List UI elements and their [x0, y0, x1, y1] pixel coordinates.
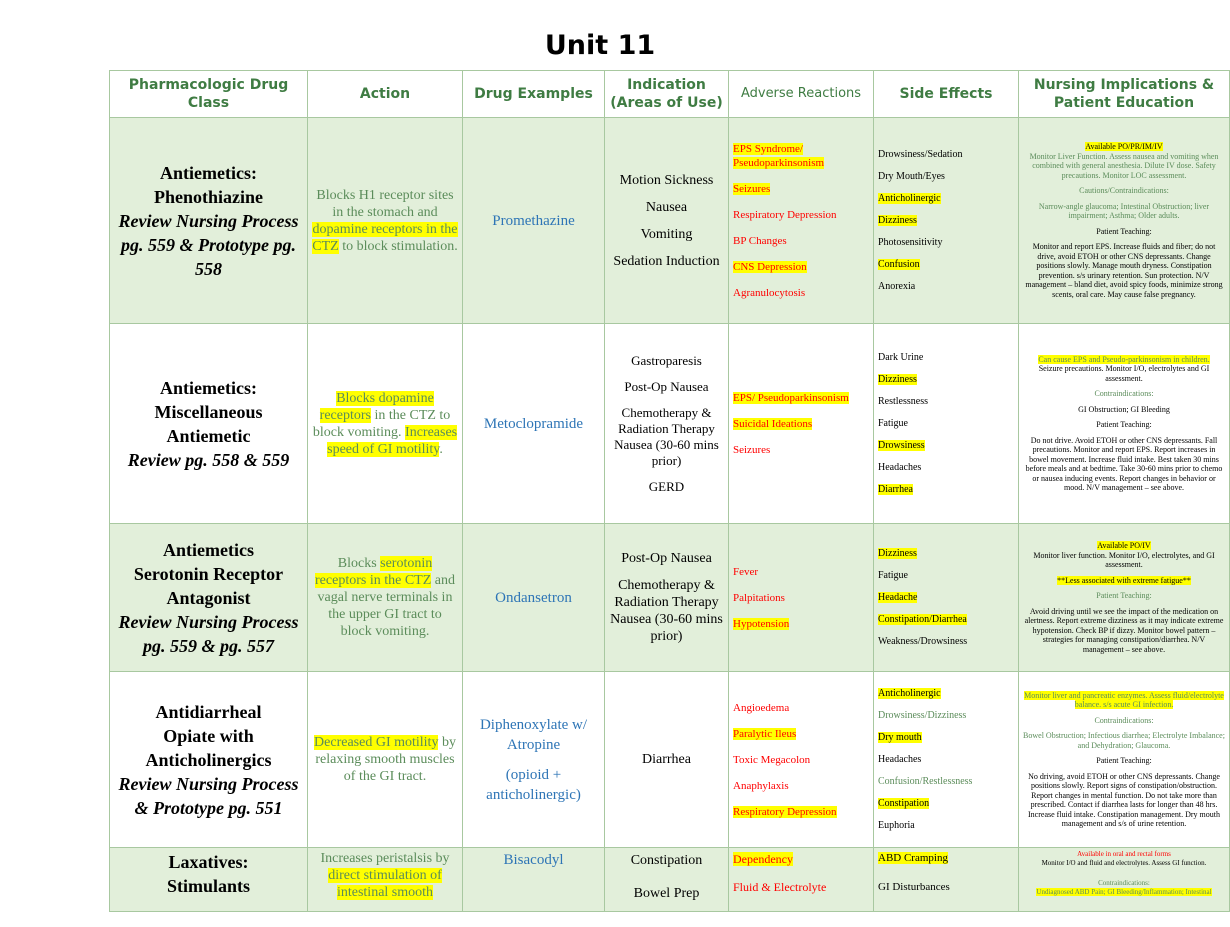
- side-effect-item: Fatigue: [878, 418, 908, 429]
- teaching-title: Patient Teaching:: [1096, 591, 1152, 600]
- teaching-text: No driving, avoid ETOH or other CNS depressants. Change positions slowly. Report signs of constipation/obstruction. Report changes in mental function. Do not take more than prescribed. Contact if diarrhea lasts for longer than 48 hrs. Increase fluid intake. Constipation management. Dry mouth management and s/s of urine retention.: [1028, 771, 1220, 828]
- drug-example-cell: Promethazine: [463, 118, 605, 324]
- indication-item: Vomiting: [640, 226, 693, 242]
- adverse-item: Seizures: [733, 443, 771, 456]
- indication-item: Diarrhea: [642, 752, 691, 767]
- action-highlight: serotonin receptors in the CTZ: [315, 556, 433, 588]
- action-cell: [308, 524, 463, 672]
- class-line: Anticholinergics: [145, 749, 272, 770]
- teaching-title: Patient Teaching:: [1096, 226, 1152, 236]
- adverse-item: EPS Syndrome/ Pseudoparkinsonism: [733, 142, 825, 169]
- side-effects-cell: [874, 118, 1019, 324]
- adverse-cell: [729, 524, 874, 672]
- action-text: Blocks: [337, 556, 381, 571]
- drug-class-cell: [110, 324, 308, 524]
- drug-class-cell: [110, 118, 308, 324]
- indication-item: Constipation: [630, 853, 703, 868]
- action-cell: [308, 672, 463, 848]
- action-text: Increases peristalsis by: [320, 851, 450, 866]
- adverse-item: Seizures: [733, 182, 771, 195]
- class-line: Serotonin Receptor: [133, 563, 284, 584]
- adverse-cell: [729, 848, 874, 912]
- action-text: by relaxing smooth muscles of the GI tract.: [315, 735, 456, 784]
- side-effect-item: Confusion/Restlessness: [878, 776, 973, 787]
- action-cell: [308, 324, 463, 524]
- adverse-item: Fever: [733, 565, 759, 578]
- adverse-item: Agranulocytosis: [733, 286, 806, 299]
- table-row: [110, 324, 1230, 524]
- header-indication: Indication (Areas of Use): [605, 71, 729, 118]
- action-highlight: direct stimulation of intestinal smooth: [328, 868, 442, 900]
- drug-example-cell: Bisacodyl: [463, 848, 605, 912]
- side-effect-item: Diarrhea: [878, 484, 913, 495]
- side-effect-item: Dizziness: [878, 215, 917, 226]
- review-note: Review Nursing Process & Prototype pg. 551: [118, 773, 299, 818]
- indication-item: GERD: [648, 478, 685, 494]
- side-effect-item: Constipation: [878, 798, 930, 809]
- adverse-cell: [729, 672, 874, 848]
- nursing-cell: [1019, 118, 1230, 324]
- review-note: Review Nursing Process pg. 559 & Prototype pg. 558: [118, 210, 299, 279]
- adverse-cell: [729, 118, 874, 324]
- adverse-item: Toxic Megacolon: [733, 753, 811, 766]
- side-effect-item: Weakness/Drowsiness: [878, 636, 968, 647]
- drug-class-cell: [110, 672, 308, 848]
- nursing-cell: [1019, 848, 1230, 912]
- drug-class-cell: [110, 524, 308, 672]
- class-line: Miscellaneous: [154, 401, 263, 422]
- teaching-text: Monitor and report EPS. Increase fluids and fiber; do not drive, avoid ETOH or other CNS depressants. Change positions slowly. Manage mouth dryness. Constipation prevention. s/s urinary retention. Sun protection. N/V management – bland diet, avoid spicy foods, minimize strong scents, oral care. May cause false pregnancy.: [1025, 242, 1223, 299]
- side-effect-item: Dizziness: [878, 548, 917, 559]
- adverse-item: Respiratory Depression: [733, 208, 837, 221]
- nursing-cell: [1019, 324, 1230, 524]
- class-line: Opiate with: [163, 725, 254, 746]
- side-effect-item: Drowsiness/Dizziness: [878, 710, 967, 721]
- indication-item: Post-Op Nausea: [621, 551, 712, 566]
- table-row: [110, 118, 1230, 324]
- adverse-item: Paralytic Ileus: [733, 727, 797, 740]
- availability-note: Can cause EPS and Pseudo-parkinsonism in children.: [1038, 354, 1210, 364]
- class-line: Antiemetic: [166, 425, 251, 446]
- monitor-note: Monitor Liver Function. Assess nausea and vomiting when combined with general anesthesia. Dilute IV dose. Safety precautions. Monitor LOC assessment.: [1029, 151, 1219, 180]
- indication-item: Sedation Induction: [613, 253, 720, 269]
- action-text: and vagal nerve terminals in the upper GI tract to block vomiting.: [317, 573, 455, 639]
- adverse-item: Dependency: [733, 852, 793, 866]
- side-effects-cell: [874, 672, 1019, 848]
- availability-note: Monitor liver and pancreatic enzymes. Assess fluid/electrolyte balance. s/s acute GI infection.: [1024, 690, 1224, 709]
- indication-item: Chemotherapy & Radiation Therapy Nausea (30-60 mins prior): [614, 404, 719, 468]
- drug-name: Diphenoxylate w/ Atropine: [479, 716, 588, 753]
- teaching-title: Patient Teaching:: [1096, 756, 1152, 765]
- adverse-item: Palpitations: [733, 591, 785, 604]
- contra-text: GI Obstruction; GI Bleeding: [1078, 404, 1170, 414]
- adverse-item: Respiratory Depression: [733, 805, 837, 818]
- drug-table: [109, 70, 1230, 912]
- side-effects-cell: [874, 324, 1019, 524]
- side-effects-cell: [874, 524, 1019, 672]
- side-effect-item: Fatigue: [878, 570, 908, 581]
- action-highlight: Decreased GI motility: [314, 735, 439, 750]
- side-effects-cell: [874, 848, 1019, 912]
- side-effect-item: ABD Cramping: [878, 852, 948, 864]
- contra-title: Contraindications:: [1094, 715, 1154, 725]
- indication-item: Post-Op Nausea: [624, 378, 709, 394]
- class-line: Stimulants: [166, 876, 251, 896]
- adverse-item: Hypotension: [733, 617, 790, 630]
- side-effect-item: Restlessness: [878, 396, 928, 407]
- class-line: Antiemetics:: [160, 377, 257, 398]
- table-row: [110, 524, 1230, 672]
- table-row: [110, 848, 1230, 912]
- action-text: .: [439, 441, 443, 457]
- class-line: Laxatives:: [168, 852, 249, 872]
- indication-cell: [605, 672, 729, 848]
- action-text: to block stimulation.: [338, 238, 458, 254]
- side-effect-item: Confusion: [878, 259, 920, 270]
- table-row: [110, 672, 1230, 848]
- contra-title: Contraindications:: [1094, 389, 1154, 398]
- side-effect-item: Dry mouth: [878, 732, 922, 743]
- availability-note: Available in oral and rectal forms: [1077, 850, 1171, 858]
- contra-text: Bowel Obstruction; Infectious diarrhea; Electrolyte Imbalance; and Dehydration; Glaucoma.: [1023, 731, 1225, 750]
- adverse-item: Fluid & Electrolyte: [733, 880, 827, 894]
- adverse-item: Angioedema: [733, 701, 790, 714]
- side-effect-item: Drowsiness/Sedation: [878, 149, 963, 160]
- side-effect-item: Headaches: [878, 754, 922, 765]
- class-line: Phenothiazine: [153, 186, 263, 207]
- monitor-note: Monitor liver function. Monitor I/O, electrolytes, and GI assessment.: [1033, 550, 1215, 569]
- class-line: Antiemetics:: [160, 162, 257, 183]
- drug-example-cell: Ondansetron: [463, 524, 605, 672]
- class-line: Antagonist: [166, 587, 251, 608]
- action-highlight: Increases speed of GI motility: [327, 424, 458, 457]
- action-highlight: Blocks dopamine receptors: [319, 390, 434, 423]
- adverse-cell: [729, 324, 874, 524]
- availability-note: Available PO/PR/IM/IV: [1085, 142, 1163, 151]
- side-effect-item: Dark Urine: [878, 352, 924, 363]
- indication-item: Chemotherapy & Radiation Therapy Nausea (30-60 mins prior): [610, 578, 723, 644]
- drug-class-cell: [110, 848, 308, 912]
- nursing-cell: [1019, 524, 1230, 672]
- adverse-item: Anaphylaxis: [733, 779, 789, 792]
- drug-note: (opioid + anticholinergic): [486, 766, 581, 803]
- indication-cell: [605, 524, 729, 672]
- side-effect-item: Drowsiness: [878, 440, 925, 451]
- contra-title: Cautions/Contraindications:: [1079, 186, 1169, 195]
- side-effect-item: Headache: [878, 592, 918, 603]
- header-drug-examples: Drug Examples: [463, 71, 605, 118]
- indication-item: Gastroparesis: [631, 352, 702, 368]
- header-side-effects: Side Effects: [874, 71, 1019, 118]
- side-effect-item: Euphoria: [878, 820, 915, 831]
- adverse-item: BP Changes: [733, 234, 787, 247]
- page-title: Unit 11: [544, 30, 656, 61]
- contra-title: Contraindications:: [1098, 879, 1150, 887]
- availability-note: Available PO/IV: [1097, 541, 1151, 550]
- side-effect-item: Constipation/Diarrhea: [878, 614, 967, 625]
- drug-example-cell: Metoclopramide: [463, 324, 605, 524]
- side-effect-item: Anticholinergic: [878, 688, 941, 699]
- class-line: Antiemetics: [163, 539, 254, 560]
- nursing-cell: [1019, 672, 1230, 848]
- indication-item: Bowel Prep: [633, 886, 700, 901]
- monitor-note: Monitor I/O and fluid and electrolytes. Assess GI function.: [1041, 858, 1207, 867]
- side-effect-item: GI Disturbances: [878, 881, 950, 893]
- review-note: Review Nursing Process pg. 559 & pg. 557: [118, 611, 299, 656]
- monitor-note: Seizure precautions. Monitor I/O, electrolytes and GI assessment.: [1038, 364, 1210, 383]
- header-adverse-reactions: Adverse Reactions: [729, 71, 874, 118]
- contra-text: Undiagnosed ABD Pain; GI Bleeding/Inflammation; Intestinal: [1036, 887, 1212, 896]
- side-effect-item: Photosensitivity: [878, 237, 943, 248]
- teaching-text: Avoid driving until we see the impact of the medication on alertness. Report extreme dizziness as it may indicate extreme hypotension. Check BP if dizzy. Monitor bowel pattern – strategies for managing constipation/diarrhea. N/V management – see above.: [1024, 606, 1224, 654]
- teaching-title: Patient Teaching:: [1096, 420, 1152, 429]
- adverse-item: EPS/ Pseudoparkinsonism: [733, 391, 849, 404]
- side-effect-item: Dizziness: [878, 374, 917, 385]
- drug-example-cell: [463, 672, 605, 848]
- class-line: Antidiarrheal: [155, 701, 262, 722]
- action-text: in the CTZ to block vomiting.: [312, 407, 451, 440]
- side-effect-item: Dry Mouth/Eyes: [878, 171, 945, 182]
- side-effect-item: Anorexia: [878, 281, 916, 292]
- side-effect-item: Headaches: [878, 462, 922, 473]
- indication-item: Motion Sickness: [619, 172, 714, 188]
- adverse-item: Suicidal Ideations: [733, 417, 813, 430]
- header-action: Action: [308, 71, 463, 118]
- action-cell: [308, 848, 463, 912]
- indication-cell: [605, 118, 729, 324]
- action-highlight: dopamine receptors in the CTZ: [312, 221, 458, 254]
- side-effect-item: Anticholinergic: [878, 193, 941, 204]
- action-text: Blocks H1 receptor sites in the stomach and: [316, 187, 454, 220]
- contra-text: Narrow-angle glaucoma; Intestinal Obstruction; liver impairment; Asthma; Older adults.: [1038, 201, 1210, 220]
- indication-cell: [605, 848, 729, 912]
- header-row: [110, 71, 1230, 118]
- teaching-text: Do not drive. Avoid ETOH or other CNS depressants. Fall precautions. Monitor and report EPS. Report increases in bowel movement. Increase fluid intake. Best taken 30 mins before meals and at bedtime. Take 30-60 mins prior to chemo or nausea inducing events. Report changes in behavior or mood. N/V management – see above.: [1025, 435, 1223, 492]
- indication-item: Nausea: [645, 199, 688, 215]
- adverse-item: CNS Depression: [733, 260, 807, 273]
- special-note: **Less associated with extreme fatigue**: [1057, 575, 1191, 585]
- review-note: Review pg. 558 & 559: [127, 449, 290, 470]
- header-nursing: Nursing Implications & Patient Education: [1019, 71, 1230, 118]
- indication-cell: [605, 324, 729, 524]
- header-drug-class: Pharmacologic Drug Class: [110, 71, 308, 118]
- action-cell: [308, 118, 463, 324]
